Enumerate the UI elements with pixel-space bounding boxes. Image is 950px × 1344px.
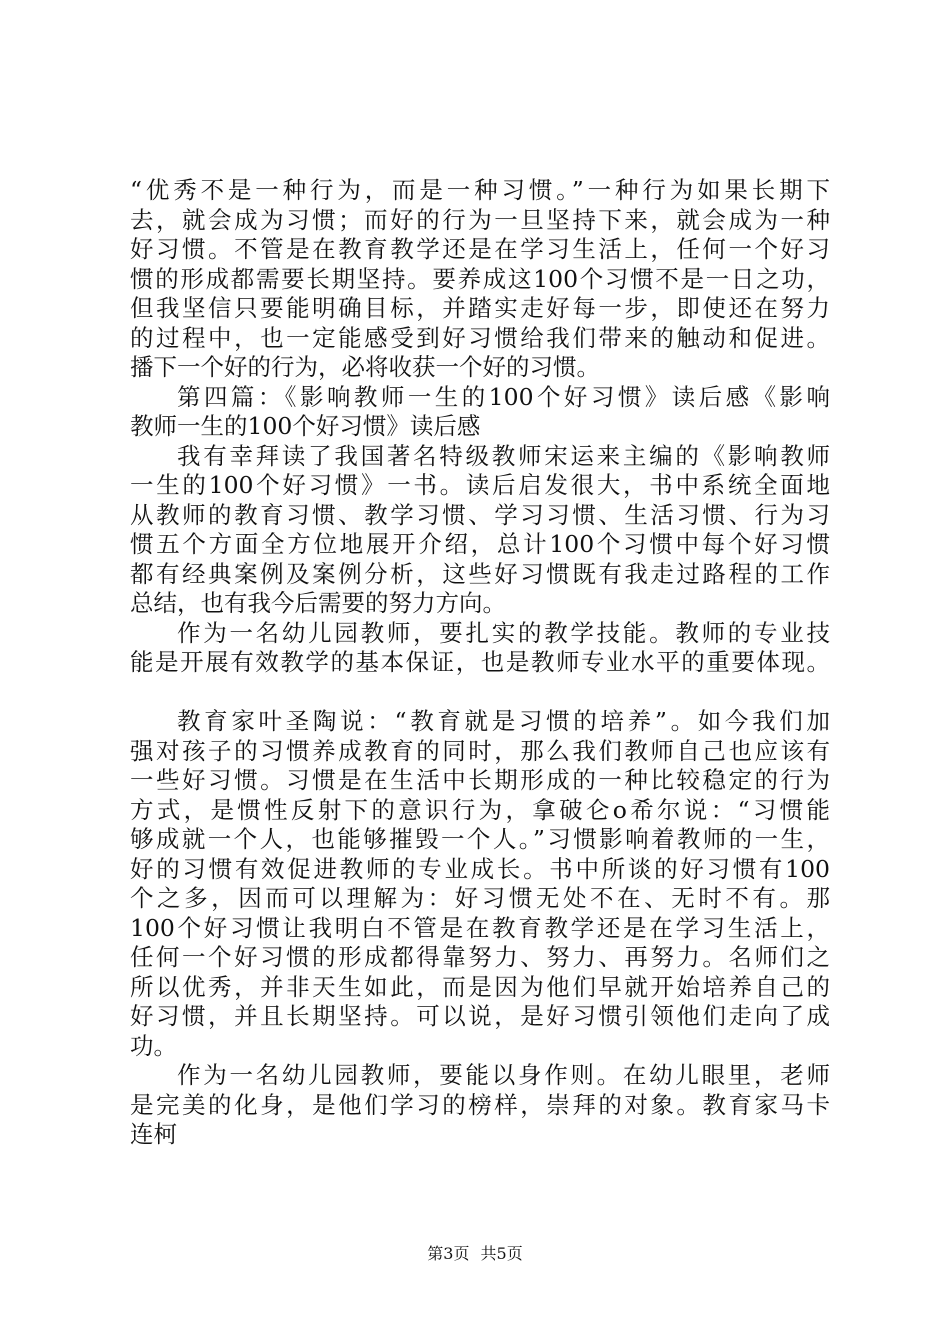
text-line: 一生的100个好习惯》一书。读后启发很大，书中系统全面地	[130, 471, 830, 499]
text-line: 作为一名幼儿园教师，要扎实的教学技能。教师的专业技	[177, 618, 830, 647]
section-heading-line: 第四篇：《影响教师一生的100个好习惯》读后感《影响	[177, 382, 830, 411]
page-footer	[0, 1244, 950, 1264]
text-line: 教育家叶圣陶说：“教育就是习惯的培养”。如今我们加	[177, 707, 830, 735]
text-line: 好的习惯有效促进教师的专业成长。书中所谈的好习惯有100	[130, 854, 830, 883]
text-line: 但我坚信只要能明确目标，并踏实走好每一步，即使还在努力	[130, 294, 830, 322]
text-line: 从教师的教育习惯、教学习惯、学习习惯、生活习惯、行为习	[130, 500, 830, 529]
text-line: 一些好习惯。习惯是在生活中长期形成的一种比较稳定的行为	[130, 766, 830, 794]
text-line: 个之多，因而可以理解为：好习惯无处不在、无时不有。那	[130, 884, 830, 912]
text-line: 功。	[130, 1031, 177, 1060]
section-heading-line: 教师一生的100个好习惯》读后感	[130, 412, 481, 440]
text-line: 播下一个好的行为，必将收获一个好的习惯。	[130, 353, 600, 381]
text-line: 的过程中，也一定能感受到好习惯给我们带来的触动和促进。	[130, 323, 830, 352]
text-line: 连柯	[130, 1120, 177, 1148]
text-line: 强对孩子的习惯养成教育的同时，那么我们教师自己也应该有	[130, 736, 830, 765]
text-line: “优秀不是一种行为，而是一种习惯。”一种行为如果长期下	[130, 176, 830, 204]
page-number: 第3页	[427, 1244, 470, 1263]
text-line: 去，就会成为习惯；而好的行为一旦坚持下来，就会成为一种	[130, 205, 830, 234]
text-line: 任何一个好习惯的形成都得靠努力、努力、再努力。名师们之	[130, 943, 830, 971]
document-body	[130, 176, 830, 1150]
text-line: 方式，是惯性反射下的意识行为，拿破仑o希尔说：“习惯能	[130, 795, 830, 824]
paragraph-gap	[130, 678, 830, 708]
text-line: 够成就一个人，也能够摧毁一个人。”习惯影响着教师的一生，	[130, 825, 830, 853]
text-line: 好习惯，并且长期坚持。可以说，是好习惯引领他们走向了成	[130, 1002, 830, 1030]
text-line: 所以优秀，并非天生如此，而是因为他们早就开始培养自己的	[130, 972, 830, 1001]
text-line: 好习惯。不管是在教育教学还是在学习生活上，任何一个好习	[130, 235, 830, 263]
text-line: 100个好习惯让我明白不管是在教育教学还是在学习生活上，	[130, 913, 830, 942]
text-line: 都有经典案例及案例分析，这些好习惯既有我走过路程的工作	[130, 559, 830, 588]
text-line: 作为一名幼儿园教师，要能以身作则。在幼儿眼里，老师	[177, 1061, 830, 1089]
text-line: 惯的形成都需要长期坚持。要养成这100个习惯不是一日之功，	[130, 264, 830, 293]
text-line: 我有幸拜读了我国著名特级教师宋运来主编的《影响教师	[177, 441, 830, 470]
text-line: 惯五个方面全方位地展开介绍，总计100个习惯中每个好习惯	[130, 530, 830, 558]
text-line: 总结，也有我今后需要的努力方向。	[130, 589, 506, 617]
text-line: 是完美的化身，是他们学习的榜样，崇拜的对象。教育家马卡	[130, 1090, 830, 1119]
page-total: 共5页	[480, 1244, 523, 1263]
text-line: 能是开展有效教学的基本保证，也是教师专业水平的重要体现。	[130, 648, 830, 676]
